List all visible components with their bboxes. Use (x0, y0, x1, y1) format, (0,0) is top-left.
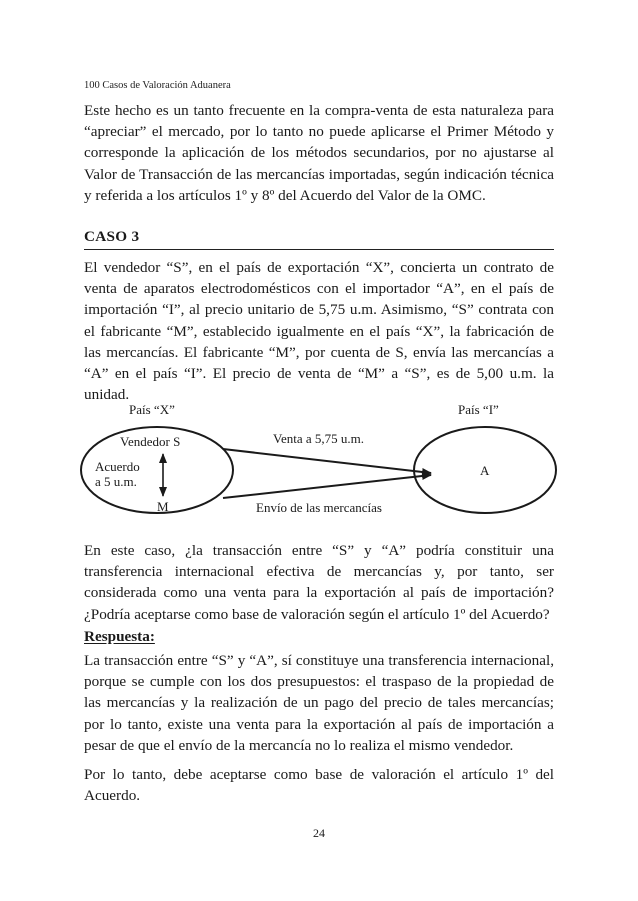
case-statement-section (84, 257, 554, 405)
sale-arrow-label: Venta a 5,75 u.m. (273, 431, 364, 446)
agreement-label-line1: Acuerdo (95, 459, 140, 474)
shipment-arrow (223, 475, 431, 498)
running-header: 100 Casos de Valoración Aduanera (84, 80, 231, 91)
case-statement: El vendedor “S”, en el país de exportación “X”, concierta un contrato de venta de aparatos electrodomésticos con el importador “A”, en el país de importación “I”, al precio unitario de 5,75 u.m. Asimismo, “S” contrata con el fabricante “M”, establecido igualmente en el país “X”, la fabricación de las mercancías. El fabricante “M”, por cuenta de S, envía las mercancías a “A” en el país “I”. El precio de venta de “M” a “S”, es de 5,00 u.m. la unidad. (84, 259, 554, 404)
answer-paragraph-2: Por lo tanto, debe aceptarse como base de valoración el artículo 1º del Acuerdo. (84, 766, 554, 805)
page-number: 24 (313, 826, 325, 840)
agreement-label-line2: a 5 u.m. (95, 474, 137, 489)
intro-section (84, 100, 554, 206)
question-paragraph: En este caso, ¿la transacción entre “S” y “A” podría constituir una transferencia internacional efectiva de mercancías y, por tanto, ser considerada como una venta para la exportación al país de importación? ¿Podría aceptarse como base de valoración según el artículo 1º del Acuerdo? (84, 542, 554, 623)
country-x-label: País “X” (129, 402, 175, 417)
seller-label: Vendedor S (120, 434, 181, 449)
country-i-label: País “I” (458, 402, 499, 417)
intro-paragraph: Este hecho es un tanto frecuente en la compra-venta de esta naturaleza para “apreciar” el mercado, por lo tanto no puede aplicarse el Primer Método y corresponde la aplicación de los métodos secundarios, por no ajustarse al Valor de Transacción de las mercancías importadas, según indicación técnica y referida a los artículos 1º y 8º del Acuerdo del Valor de la OMC. (84, 102, 554, 204)
shipment-arrow-label: Envío de las mercancías (256, 500, 382, 515)
manufacturer-label: M (157, 499, 169, 514)
sale-arrow (223, 449, 431, 473)
answer-label: Respuesta: (84, 628, 155, 645)
question-section (84, 540, 554, 625)
case-title: CASO 3 (84, 228, 554, 250)
importer-label: A (480, 463, 490, 478)
answer-section (84, 650, 554, 806)
answer-paragraph-1: La transacción entre “S” y “A”, sí constituye una transferencia internacional, porque se cumple con los dos presupuestos: el traspaso de la propiedad de las mercancías y la realización de un pago del precio de tales mercancías; por lo tanto, existe una venta para la exportación al país de importación a pesar de que el envío de la mercancía no lo realiza el mismo vendedor. (84, 652, 554, 754)
transaction-diagram (0, 390, 638, 525)
